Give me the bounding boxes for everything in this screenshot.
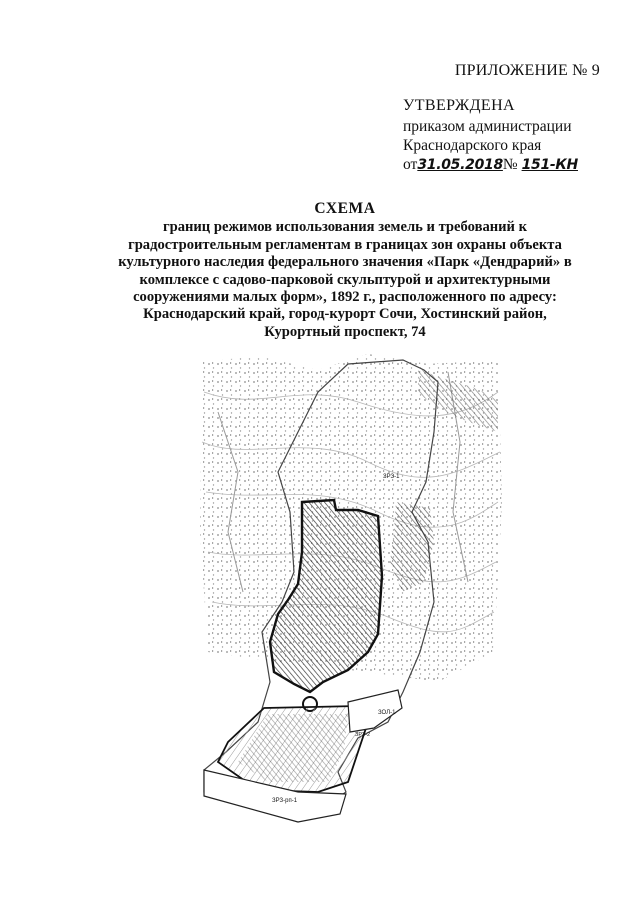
from-prefix: от [403, 156, 418, 173]
zone-label-right: ЗОЛ-1 [378, 710, 396, 716]
appendix-label: ПРИЛОЖЕНИЕ № 9 [454, 62, 600, 79]
title-line-7: Курортный проспект, 74 [264, 323, 426, 340]
handwritten-number: 151-КН [521, 157, 578, 173]
order-line-2: Краснодарского края [403, 137, 542, 154]
document-title: СХЕМА [314, 200, 376, 217]
handwritten-date: 31.05.2018 [417, 157, 503, 173]
title-line-6: Краснодарский край, город-курорт Сочи, Хостинский район, [143, 306, 547, 323]
number-sign: № [502, 156, 518, 173]
zone-label-right-lower: ЗРЗ-2 [355, 732, 371, 738]
approval-block [403, 96, 623, 175]
title-line-4: комплексе с садово-парковой скульптурой и архитектурными [139, 271, 551, 288]
order-line-1: приказом администрации [403, 118, 572, 135]
zone-label-top: ЗРЗ-1 [383, 474, 400, 480]
title-line-1: границ режимов использования земель и требований к [162, 219, 528, 236]
title-line-2: градостроительным регламентам в границах зон охраны объекта [128, 236, 562, 253]
zone-label-bottom: ЗРЗ-рп-1 [272, 798, 298, 804]
map-drawing [198, 352, 504, 836]
zone-boundary-map [198, 352, 504, 836]
title-line-3: культурного наследия федерального значения «Парк «Дендрарий» в [118, 254, 572, 271]
approved-label: УТВЕРЖДЕНА [403, 97, 516, 114]
title-line-5: сооружениями малых форм», 1892 г., расположенного по адресу: [133, 289, 557, 306]
order-date-number [403, 155, 623, 175]
document-title-block [100, 200, 590, 341]
